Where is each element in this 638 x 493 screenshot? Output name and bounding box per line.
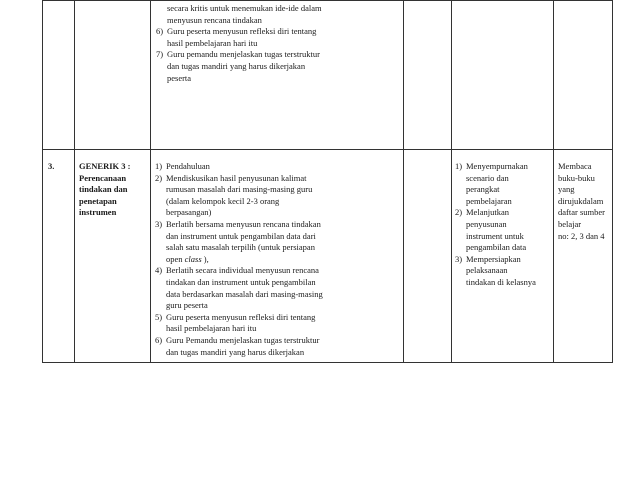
activities-list — [155, 161, 399, 358]
item-number: 1) — [455, 161, 463, 171]
list-item — [155, 312, 399, 335]
text-line: secara kritis untuk menemukan ide-ide dalam — [167, 3, 322, 13]
list-item — [455, 161, 550, 207]
text-line: Mendiskusikan hasil penyusunan kalimat — [166, 172, 307, 183]
list-item — [455, 254, 550, 289]
title-line: tindakan dan — [79, 184, 128, 195]
item-number: 6) — [155, 334, 163, 345]
text-line: salah satu masalah terpilih (untuk persiapan — [166, 242, 315, 253]
title-line: GENERIK 3 : — [79, 161, 131, 171]
title-line: penetapan — [79, 195, 117, 206]
activities-cell — [151, 150, 404, 363]
text-line: Mempersiapkan — [466, 253, 521, 264]
text-line: perangkat — [466, 184, 500, 195]
text-line: instrument untuk — [466, 230, 524, 241]
text-line: Pendahuluan — [166, 161, 210, 171]
text-fragment: ), — [201, 253, 209, 264]
continued-activities-cell — [151, 1, 404, 150]
item-number: 7) — [156, 49, 164, 60]
text-line: dan instrument untuk pengambilan data dari — [166, 230, 316, 241]
list-item — [155, 335, 399, 358]
text-line: tindakan dan instrument untuk pengambilan — [166, 276, 316, 287]
cell-empty — [75, 1, 151, 150]
cell-empty — [404, 150, 452, 363]
continued-activities-list — [156, 3, 399, 84]
item-number: 5) — [155, 311, 163, 322]
text-line: Membaca buku-buku — [558, 161, 595, 183]
text-line: scenario dan — [466, 172, 509, 183]
text-line: hasil pembelajaran hari itu — [166, 323, 257, 334]
text-line: Berlatih bersama menyusun rencana tindakan — [166, 218, 321, 229]
text-line: pelaksanaan — [466, 265, 508, 276]
text-line: dan tugas mandiri yang harus dikerjakan — [166, 346, 305, 357]
text-line: hasil pembelajaran hari itu — [167, 37, 258, 48]
row-number: 3. — [43, 150, 75, 363]
text-line: menyusun rencana tindakan — [167, 14, 262, 25]
cell-empty — [43, 1, 75, 150]
outputs-list — [455, 161, 550, 289]
list-item — [155, 219, 399, 265]
cell-empty — [554, 1, 613, 150]
text-line — [166, 254, 399, 266]
text-fragment: open — [166, 253, 185, 264]
table-row-continuation — [43, 1, 613, 150]
text-line: Guru peserta menyusun refleksi diri tentang — [167, 26, 317, 37]
cell-empty — [452, 1, 554, 150]
text-line: dan tugas mandiri yang harus dikerjakan — [167, 60, 306, 71]
text-line: pengambilan data — [466, 242, 527, 253]
list-item — [156, 26, 399, 49]
title-line: instrumen — [79, 207, 117, 218]
list-item — [155, 173, 399, 219]
text-line: peserta — [167, 72, 192, 83]
text-line: Guru pemandu menjelaskan tugas terstruktur — [167, 49, 320, 60]
item-number: 4) — [155, 265, 163, 276]
text-line: Guru Pemandu menjelaskan tugas terstruktur — [166, 334, 320, 345]
item-number: 1) — [155, 161, 163, 171]
list-item — [455, 207, 550, 253]
text-line: rumusan masalah dari masing-masing guru — [166, 184, 313, 195]
item-number: 6) — [156, 26, 164, 37]
lesson-plan-table — [42, 0, 613, 363]
text-line: tindakan di kelasnya — [466, 276, 536, 287]
text-line: yang dirujukdalam — [558, 184, 604, 206]
item-number: 2) — [155, 172, 163, 183]
item-number: 3) — [155, 218, 163, 229]
list-item — [155, 265, 399, 311]
item-number: 3) — [455, 253, 463, 264]
item-number: 2) — [455, 207, 463, 218]
outputs-cell — [452, 150, 554, 363]
list-item — [156, 3, 399, 26]
text-line: Menyempurnakan — [466, 161, 528, 171]
sources-cell — [554, 150, 613, 363]
list-item — [155, 161, 399, 173]
text-line: no: 2, 3 dan 4 — [558, 230, 605, 241]
text-line: guru peserta — [166, 300, 208, 311]
list-item — [156, 49, 399, 84]
text-line: Berlatih secara individual menyusun rencana — [166, 265, 319, 276]
text-line: data berdasarkan masalah dari masing-masing — [166, 288, 323, 299]
text-line: daftar sumber belajar — [558, 207, 605, 229]
table-row-generik-3 — [43, 150, 613, 363]
italic-term: class — [184, 253, 202, 264]
text-line: pembelajaran — [466, 195, 512, 206]
text-line: Guru peserta menyusun refleksi diri tentang — [166, 311, 316, 322]
text-line: berpasangan) — [166, 207, 212, 218]
text-line: (dalam kelompok kecil 2-3 orang — [166, 195, 280, 206]
cell-empty — [404, 1, 452, 150]
title-line: Perencanaan — [79, 172, 127, 183]
text-line: penyusunan — [466, 218, 507, 229]
activity-title — [75, 150, 151, 363]
text-line: Melanjutkan — [466, 207, 509, 218]
